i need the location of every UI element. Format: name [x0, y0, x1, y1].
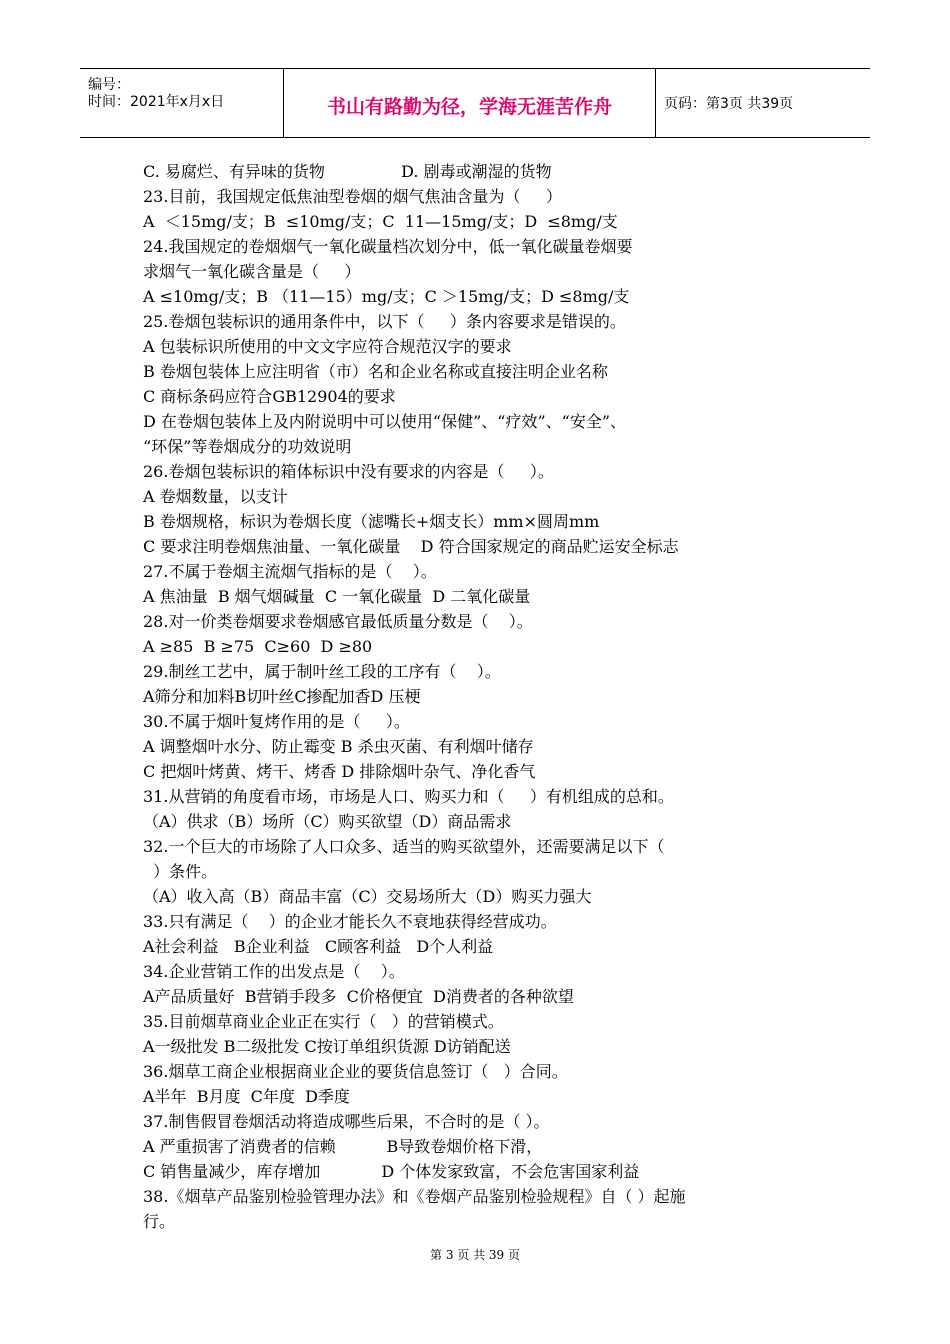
text-line: A 焦油量 B 烟气烟碱量 C 一氧化碳量 D 二氧化碳量: [143, 587, 531, 606]
header-motto: 书山有路勤为径，学海无涯苦作舟: [326, 96, 612, 118]
text-line: B 卷烟包装体上应注明省（市）名和企业名称或直接注明企业名称: [143, 362, 608, 381]
document-number-label: 编号：: [88, 77, 130, 93]
text-line: A ＜15mg/支；B ≤10mg/支；C 11—15mg/支；D ≤8mg/支: [143, 212, 618, 231]
text-line: 31.从营销的角度看市场，市场是人口、购买力和（ ）有机组成的总和。: [143, 787, 674, 806]
text-line: 38.《烟草产品鉴别检验管理办法》和《卷烟产品鉴别检验规程》自（ ）起施: [143, 1187, 686, 1206]
text-line: A社会利益 B企业利益 C顾客利益 D个人利益: [143, 937, 494, 956]
text-line: C 把烟叶烤黄、烤干、烤香 D 排除烟叶杂气、净化香气: [143, 762, 536, 781]
text-line: 34.企业营销工作的出发点是（ ）。: [143, 962, 405, 981]
text-line: （A）供求（B）场所（C）购买欲望（D）商品需求: [143, 812, 512, 831]
text-line: C 要求注明卷烟焦油量、一氧化碳量 D 符合国家规定的商品贮运安全标志: [143, 537, 679, 556]
text-line: （A）收入高（B）商品丰富（C）交易场所大（D）购买力强大: [143, 887, 592, 906]
text-line: 27.不属于卷烟主流烟气指标的是（ ）。: [143, 562, 437, 581]
page-footer: 第 3 页 共 39 页: [430, 1248, 520, 1262]
text-line: 35.目前烟草商业企业正在实行（ ）的营销模式。: [143, 1012, 504, 1031]
text-line: A 严重损害了消费者的信赖 B导致卷烟价格下滑，: [143, 1137, 543, 1156]
text-line: 25.卷烟包装标识的通用条件中，以下（ ）条内容要求是错误的。: [143, 312, 626, 331]
text-line: A ≥85 B ≥75 C≥60 D ≥80: [143, 637, 373, 656]
text-line: A 调整烟叶水分、防止霉变 B 杀虫灭菌、有利烟叶储存: [143, 737, 534, 756]
text-line: A 卷烟数量，以支计: [143, 487, 288, 506]
text-line: B 卷烟规格，标识为卷烟长度（滤嘴长+烟支长）mm×圆周mm: [143, 512, 600, 531]
text-line: 32.一个巨大的市场除了人口众多、适当的购买欲望外，还需要满足以下（: [143, 837, 665, 856]
header-page-cell: [656, 69, 870, 137]
text-line: C 商标条码应符合GB12904的要求: [143, 387, 396, 406]
text-line: 23.目前，我国规定低焦油型卷烟的烟气焦油含量为（ ）: [143, 187, 562, 206]
document-date: 时间：2021年x月x日: [88, 94, 225, 110]
text-line: A 包装标识所使用的中文文字应符合规范汉字的要求: [143, 337, 512, 356]
text-line: C 销售量减少，库存增加 D 个体发家致富，不会危害国家利益: [143, 1162, 640, 1181]
text-line: 求烟气一氧化碳含量是（ ）: [143, 262, 361, 281]
page-header: [80, 68, 870, 138]
text-line: 36.烟草工商企业根据商业企业的要货信息签订（ ）合同。: [143, 1062, 568, 1081]
text-line: 26.卷烟包装标识的箱体标识中没有要求的内容是（ ）。: [143, 462, 554, 481]
text-line: A半年 B月度 C年度 D季度: [143, 1087, 350, 1106]
text-line: A产品质量好 B营销手段多 C价格便宜 D消费者的各种欲望: [143, 987, 574, 1006]
text-line: 33.只有满足（ ）的企业才能长久不衰地获得经营成功。: [143, 912, 557, 931]
text-line: “环保”等卷烟成分的功效说明: [143, 437, 352, 456]
text-line: 24.我国规定的卷烟烟气一氧化碳量档次划分中，低一氧化碳量卷烟要: [143, 237, 633, 256]
text-line: 30.不属于烟叶复烤作用的是（ ）。: [143, 712, 410, 731]
text-line: D 在卷烟包装体上及内附说明中可以使用“保健”、“疗效”、“安全”、: [143, 412, 626, 431]
text-line: 行。: [143, 1212, 176, 1231]
header-page-info: 页码：第3页 共39页: [664, 96, 794, 112]
text-line: C. 易腐烂、有异味的货物 D. 剧毒或潮湿的货物: [143, 162, 552, 181]
header-meta-cell: [80, 69, 284, 137]
text-line: A筛分和加料B切叶丝C掺配加香D 压梗: [143, 687, 421, 706]
question-list: [143, 159, 823, 1234]
text-line: ）条件。: [143, 862, 218, 881]
text-line: 29.制丝工艺中，属于制叶丝工段的工序有（ ）。: [143, 662, 501, 681]
text-line: A ≤10mg/支；B （11—15）mg/支；C ＞15mg/支；D ≤8mg/支: [143, 287, 630, 306]
text-line: 37.制售假冒卷烟活动将造成哪些后果，不合时的是（ ）。: [143, 1112, 550, 1131]
text-line: A一级批发 B二级批发 C按订单组织货源 D访销配送: [143, 1037, 511, 1056]
text-line: 28.对一价类卷烟要求卷烟感官最低质量分数是（ ）。: [143, 612, 533, 631]
header-motto-cell: [284, 69, 656, 137]
